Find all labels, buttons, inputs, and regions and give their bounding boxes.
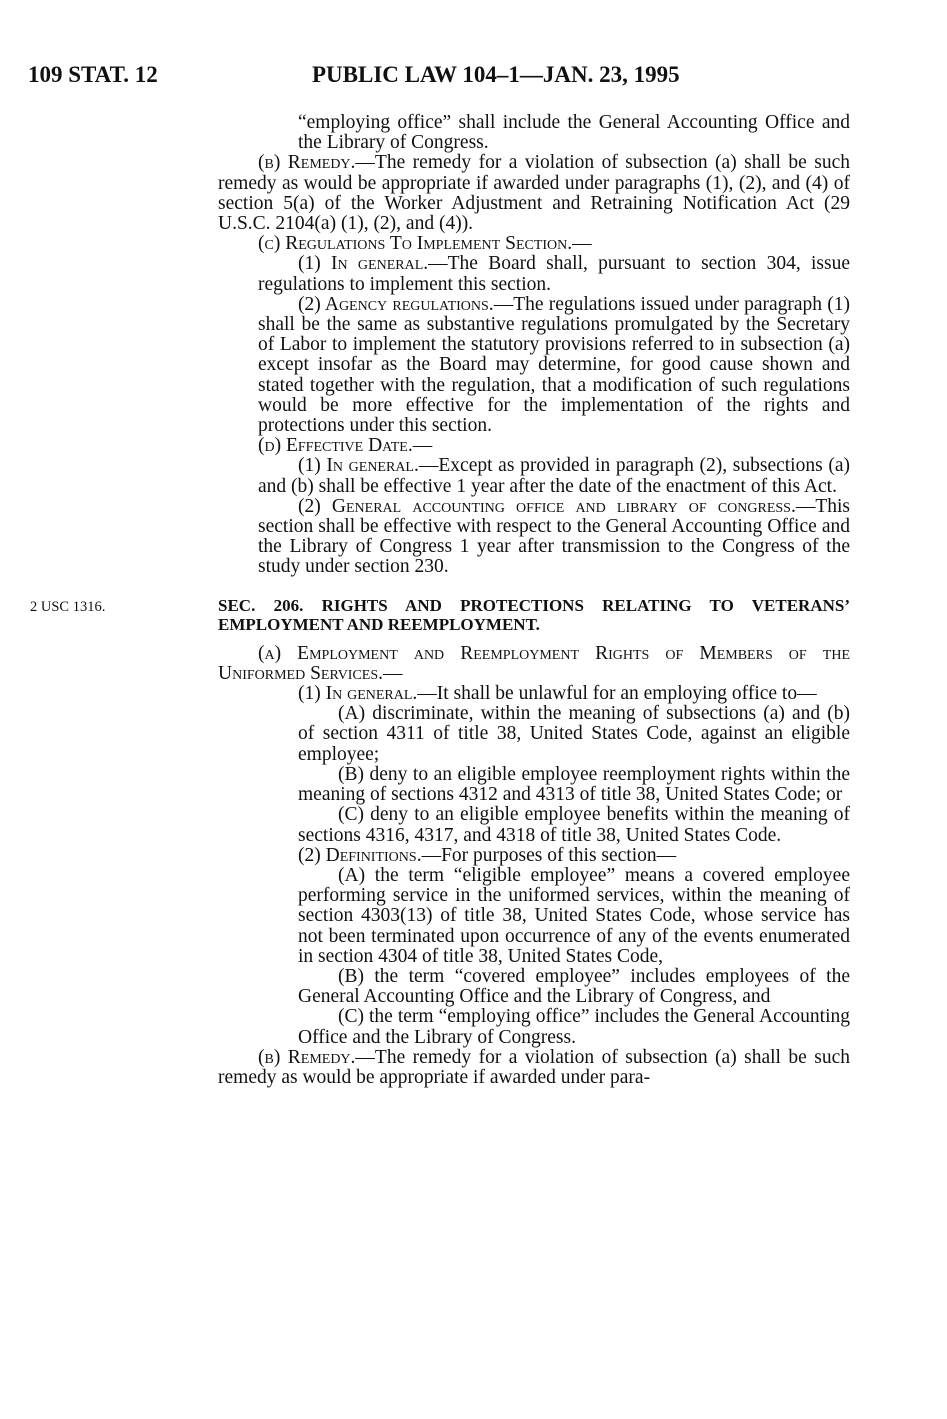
- clause-a1-C: (C) deny to an eligible employee benefits within the meaning of sections 4316, 4317, and 4318 of title 38, United States Code.: [298, 804, 850, 846]
- paragraph-heading: (d) Effective Date.: [258, 435, 413, 457]
- paragraph-heading: (1) In general.: [298, 683, 418, 705]
- running-header: [0, 62, 947, 94]
- paragraph-a2-definitions: [218, 846, 850, 866]
- page-stat-number: 109 STAT. 12: [28, 62, 158, 87]
- paragraph-c2-agency-regulations: [218, 295, 850, 436]
- paragraph-continuation: “employing office” shall include the General Accounting Office and the Library of Congress.: [298, 112, 850, 154]
- clause-a1-B: (B) deny to an eligible employee reemployment rights within the meaning of sections 4312 and 4313 of title 38, United States Code; or: [298, 763, 850, 806]
- paragraph-text: —This section shall be effective with respect to the General Accounting Office and the Library of Congress 1 year after transmission to the Congress of the study under section 230.: [258, 495, 850, 578]
- paragraph-c1-in-general: [218, 254, 850, 294]
- paragraph-d1-in-general: [218, 456, 850, 496]
- paragraph-text: —For purposes of this section—: [421, 844, 677, 866]
- paragraph-b-remedy-206: [218, 1048, 850, 1088]
- paragraph-heading: (c) Regulations To Implement Section.: [258, 233, 573, 255]
- paragraph-d2-gao-library: [218, 497, 850, 578]
- statute-text: [30, 112, 850, 1088]
- section-heading: SEC. 206. RIGHTS AND PROTECTIONS RELATING TO VETERANS’ EMPLOYMENT AND REEMPLOYMENT.: [218, 595, 850, 634]
- paragraph-a-employment-rights: [218, 644, 850, 684]
- paragraph-b-remedy: [218, 153, 850, 234]
- paragraph-heading: (1) In general.: [298, 253, 429, 275]
- paragraph-c-regulations: [218, 234, 850, 254]
- paragraph-text: —It shall be unlawful for an employing office to—: [417, 683, 817, 705]
- paragraph-heading: (a) Employment and Reemployment Rights of Members of the Uniformed Services.: [218, 642, 850, 684]
- paragraph-text: —The remedy for a violation of subsection (a) shall be such remedy as would be appropriate if awarded under paragraphs (1), (2), and (4) of section 5(a) of the Worker Adjustment and Retraining Notification Act (29 U.S.C. 2104(a) (1), (2), and (4)).: [218, 152, 850, 235]
- paragraph-heading: (2) General accounting office and library of congress.: [298, 495, 796, 517]
- paragraph-text: —: [572, 233, 592, 255]
- clause-a1-A: (A) discriminate, within the meaning of subsections (a) and (b) of section 4311 of title 38, United States Code, against an eligible employee;: [298, 703, 850, 765]
- paragraph-text: —Except as provided in paragraph (2), subsections (a) and (b) shall be effective 1 year after the date of the enactment of this Act.: [258, 455, 850, 497]
- paragraph-text: —: [383, 662, 403, 684]
- paragraph-heading: (b) Remedy.: [258, 1046, 356, 1068]
- usc-margin-note: 2 USC 1316.: [30, 598, 106, 615]
- public-law-title: PUBLIC LAW 104–1—JAN. 23, 1995: [312, 62, 680, 87]
- paragraph-heading: (b) Remedy.: [258, 152, 356, 174]
- paragraph-d-effective-date: [218, 436, 850, 456]
- paragraph-text: —: [412, 435, 433, 457]
- section-206-block: [30, 595, 850, 634]
- paragraph-a1-in-general: [218, 684, 850, 704]
- clause-a2-B: (B) the term “covered employee” includes employees of the General Accounting Office and the Library of Congress, and: [298, 965, 850, 1008]
- paragraph-heading: (2) Agency regulations.: [298, 293, 494, 315]
- paragraph-text: —The Board shall, pursuant to section 304, issue regulations to implement this section.: [258, 253, 850, 295]
- paragraph-heading: (1) In general.: [298, 455, 419, 477]
- paragraph-text: —The regulations issued under paragraph (1) shall be the same as substantive regulations promulgated by the Secretary of Labor to implement the statutory provisions referred to in subsection (a) except insofar as the Board may determine, for good cause shown and stated together with the regulation, that a modification of such regulations would be more effective for the implementation of the rights and protections under this section.: [258, 293, 850, 437]
- paragraph-text: —The remedy for a violation of subsection (a) shall be such remedy as would be appropriate if awarded under para-: [218, 1046, 850, 1088]
- clause-a2-C: (C) the term “employing office” includes the General Accounting Office and the Library of Congress.: [298, 1006, 850, 1048]
- paragraph-heading: (2) Definitions.: [298, 844, 422, 866]
- clause-a2-A: (A) the term “eligible employee” means a covered employee performing service in the uniformed services, within the meaning of section 4303(13) of title 38, United States Code, whose service has not been terminated upon occurrence of any of the events enumerated in section 4304 of title 38, United States Code,: [298, 864, 850, 967]
